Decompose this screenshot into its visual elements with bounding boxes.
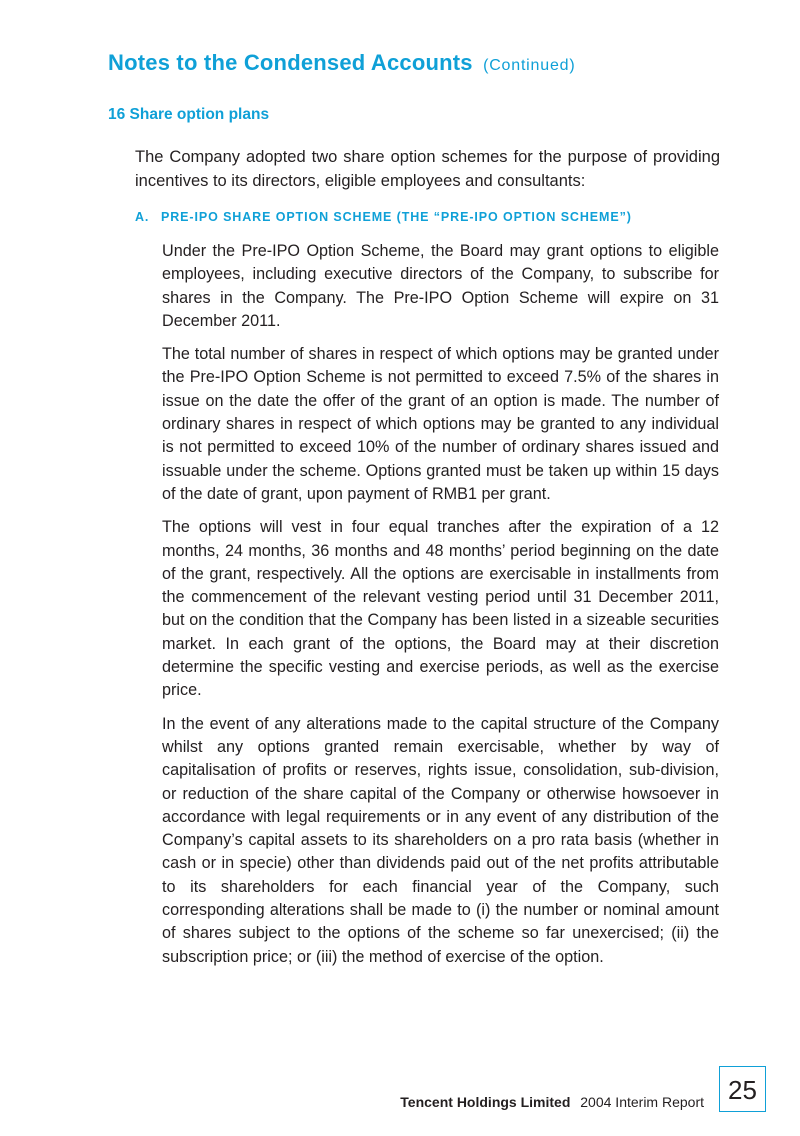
intro-paragraph: The Company adopted two share option schemes for the purpose of providing incentives to its directors, eligible employees and consultants: [135,148,720,190]
page-number-box: 25 [719,1066,766,1112]
paragraph-capital-alterations: In the event of any alterations made to the capital structure of the Company whilst any options granted remain exercisable, whether by way of capitalisation of profits or reserves, rights issue, consolidation, sub-division, or reduction of the share capital of the Company or otherwise howsoever in accordance with legal requirements or in any event of any distribution of the Company’s capital assets to its shareholders on a pro rata basis (whether in cash or in specie) other than dividends paid out of the net profits attributable to its shareholders for each financial year of the Company, such corresponding alterations shall be made to (i) the number or nominal amount of shares subject to the options of the scheme so far unexercised; (ii) the subscription price; or (iii) the method of exercise of the option. [162,714,719,966]
page-title-text: Notes to the Condensed Accounts [108,50,473,75]
subsection-title: PRE-IPO SHARE OPTION SCHEME (THE “PRE-IPO OPTION SCHEME”) [161,210,632,224]
subsection-heading [135,210,632,224]
paragraph-vesting: The options will vest in four equal tranches after the expiration of a 12 months, 24 months, 36 months and 48 months’ period beginning on the date of the grant, respectively. All the options are exercisable in installments from the commencement of the relevant vesting period until 31 December 2011, but on the condition that the Company has been listed in a sizeable securities market. In each grant of the options, the Board may at their discretion determine the specific vesting and exercise periods, as well as the exercise price. [162,518,719,700]
footer-company: Tencent Holdings Limited [400,1094,571,1110]
page-title [108,50,575,76]
footer-report: 2004 Interim Report [580,1094,704,1110]
subsection-body [162,240,719,979]
section-heading: 16 Share option plans [108,106,270,123]
paragraph-share-limits: The total number of shares in respect of which options may be granted under the Pre-IPO Option Scheme is not permitted to exceed 7.5% of the shares in issue on the date the offer of the grant of an option is made. The number of ordinary shares in respect of which options may be granted to any individual is not permitted to exceed 10% of the number of ordinary shares issued and issuable under the scheme. Options granted must be taken up within 15 days of the date of grant, upon payment of RMB1 per grant. [162,345,719,503]
paragraph-scheme-overview: Under the Pre-IPO Option Scheme, the Board may grant options to eligible employees, including executive directors of the Company, to subscribe for shares in the Company. The Pre-IPO Option Scheme will expire on 31 December 2011. [162,242,719,330]
continued-label: (Continued) [483,57,576,74]
subsection-letter: A. [135,210,150,224]
page-footer [400,1094,704,1110]
